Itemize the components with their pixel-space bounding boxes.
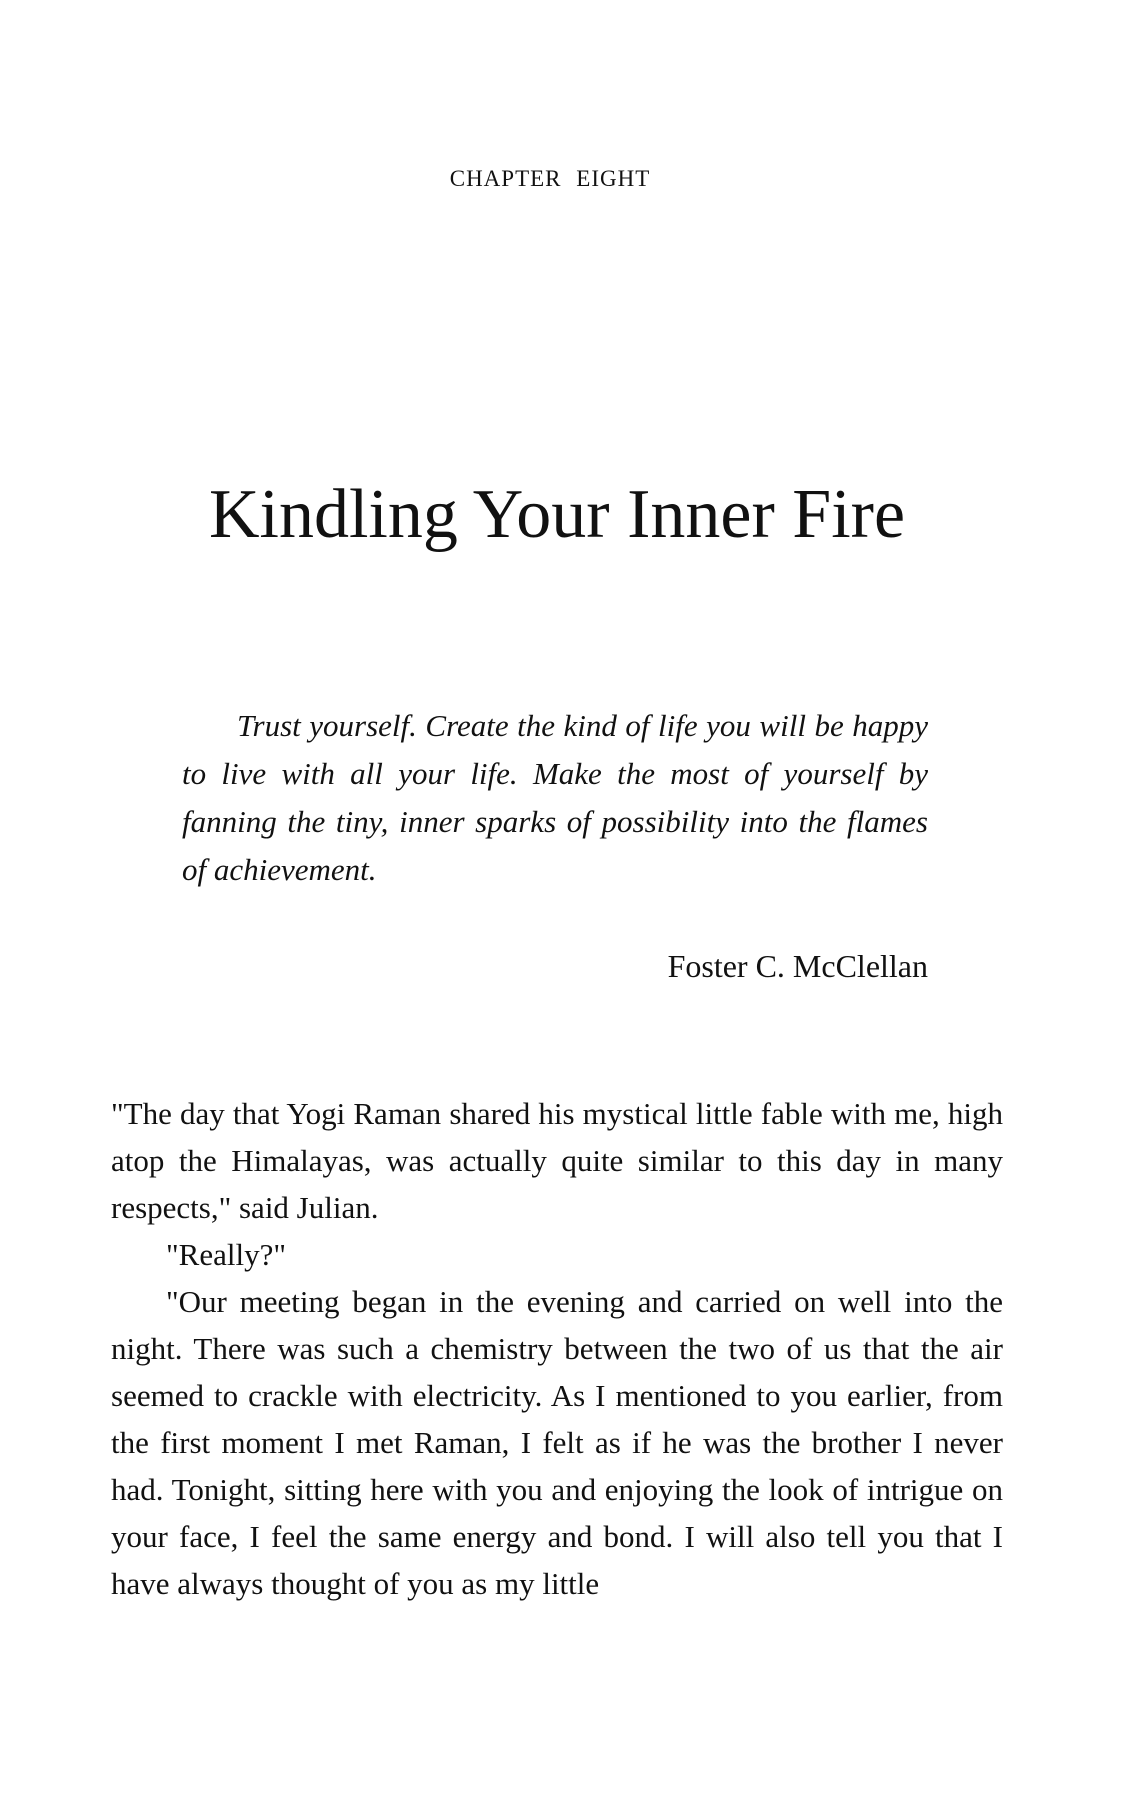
paragraph: "Our meeting began in the evening and carried on well into the night. There was such a chemistry between the two of us that the air seemed to crackle with electricity. As I mentioned to you earlier, from the first moment I met Raman, I felt as if he was the brother I never had. Tonight, sitting here with you and enjoying the look of intrigue on your face, I feel the same energy and bond. I will also tell you that I have always thought of you as my little	[111, 1284, 1003, 1601]
chapter-label: CHAPTER EIGHT	[449, 166, 651, 191]
paragraph: "Really?"	[166, 1237, 286, 1272]
body-text	[111, 1090, 1003, 1607]
paragraph: "The day that Yogi Raman shared his mystical little fable with me, high atop the Himalayas, was actually quite similar to this day in many respects," said Julian.	[111, 1096, 1003, 1225]
epigraph-author: Foster C. McClellan	[667, 948, 928, 984]
epigraph-quote: Trust yourself. Create the kind of life you will be happy to live with all your life. Make the most of yourself by fanning the tiny, inner sparks of possibility into the flames of achievement.	[182, 708, 928, 887]
chapter-title: Kindling Your Inner Fire	[208, 476, 906, 553]
